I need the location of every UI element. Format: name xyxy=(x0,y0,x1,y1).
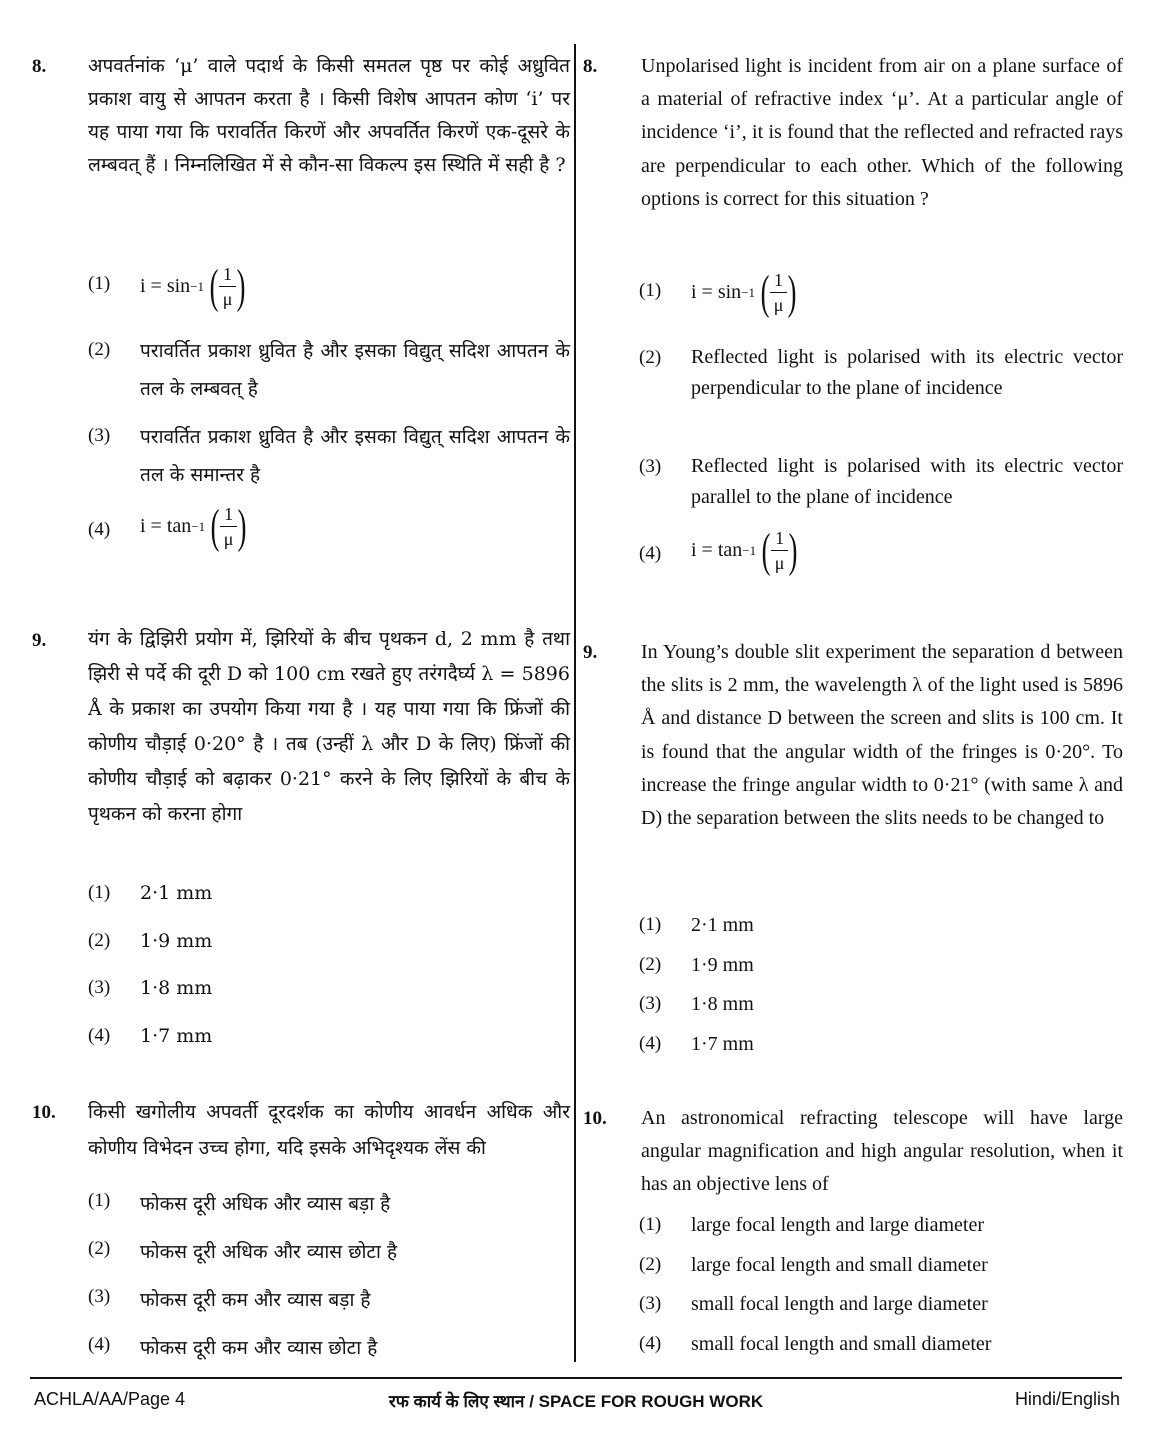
option-2 xyxy=(639,342,1123,438)
denominator: μ xyxy=(223,529,234,549)
option-label: (2) xyxy=(88,1238,111,1259)
left-paren: ( xyxy=(209,259,219,313)
language-label: Hindi/English xyxy=(1014,1389,1120,1409)
option-label: (1) xyxy=(88,882,111,903)
option-text: large focal length and large diameter xyxy=(691,1214,985,1236)
option-text: 2·1 mm xyxy=(140,882,213,904)
option-text: 2·1 mm xyxy=(691,914,754,936)
numerator: 1 xyxy=(770,268,787,293)
option-label: (4) xyxy=(88,1334,111,1355)
question-stem: Unpolarised light is incident from air on a plane surface of a material of refractive index ‘μ’. At a particular angle of incidence ‘i’, it is found that the reflected and refracted rays are perpendicular to each other. Which of the following options is correct for this situation ? xyxy=(641,55,1123,210)
option-text: 1·8 mm xyxy=(140,977,213,999)
option-label: (4) xyxy=(639,543,662,564)
rough-work-label: रफ कार्य के लिए स्थान / SPACE FOR ROUGH WORK xyxy=(388,1392,764,1411)
option-text: Reflected light is polarised with its electric vector perpendicular to the plane of incidence xyxy=(691,346,1123,399)
option-label: (2) xyxy=(639,1254,662,1275)
math-sup: −1 xyxy=(190,278,205,294)
option-text: 1·7 mm xyxy=(691,1033,754,1055)
question-number: 8. xyxy=(32,56,47,77)
math-lhs: i = sin xyxy=(691,281,742,303)
denominator: μ xyxy=(773,295,784,315)
question-number: 9. xyxy=(583,642,598,663)
numerator: 1 xyxy=(220,502,237,527)
option-label: (4) xyxy=(88,519,111,540)
option-label: (1) xyxy=(639,914,662,935)
option-label: (3) xyxy=(639,993,662,1014)
option-text: Reflected light is polarised with its electric vector parallel to the plane of incidence xyxy=(691,455,1123,508)
option-text: small focal length and large diameter xyxy=(691,1293,988,1315)
option-label: (2) xyxy=(639,954,662,975)
option-label: (4) xyxy=(639,1333,662,1354)
option-label: (2) xyxy=(88,930,111,951)
math-lhs: i = sin xyxy=(140,275,191,297)
option-label: (2) xyxy=(88,339,111,360)
column-divider xyxy=(574,44,576,1362)
option-math xyxy=(140,259,570,313)
option-text: 1·7 mm xyxy=(140,1025,213,1047)
math-sup: −1 xyxy=(741,284,756,300)
option-2 xyxy=(88,332,570,412)
question-number: 9. xyxy=(32,630,47,651)
option-text: 1·8 mm xyxy=(691,993,754,1015)
numerator: 1 xyxy=(771,526,788,551)
option-text: small focal length and small diameter xyxy=(691,1333,992,1355)
option-3 xyxy=(88,418,570,498)
numerator: 1 xyxy=(219,262,236,287)
option-math xyxy=(691,265,1123,319)
option-label: (2) xyxy=(639,347,662,368)
denominator: μ xyxy=(222,289,233,309)
option-label: (1) xyxy=(639,280,662,301)
math-sup: −1 xyxy=(191,518,206,534)
question-stem: किसी खगोलीय अपवर्ती दूरदर्शक का कोणीय आवर्धन अधिक और कोणीय विभेदन उच्च होगा, यदि इसके अभिदृश्यक लेंस की xyxy=(88,1101,570,1159)
option-label: (4) xyxy=(639,1033,662,1054)
fraction xyxy=(770,268,787,317)
option-text: फोकस दूरी अधिक और व्यास बड़ा है xyxy=(140,1193,391,1215)
option-text: 1·9 mm xyxy=(140,930,213,952)
fraction xyxy=(219,262,236,311)
question-stem: An astronomical refracting telescope will have large angular magnification and high angular resolution, when it has an objective lens of xyxy=(641,1107,1123,1196)
question-number: 8. xyxy=(583,56,598,77)
right-paren: ) xyxy=(788,523,798,577)
option-label: (4) xyxy=(88,1025,111,1046)
question-number: 10. xyxy=(32,1102,56,1123)
left-paren: ( xyxy=(760,265,770,319)
right-paren: ) xyxy=(787,265,797,319)
option-label: (1) xyxy=(88,1190,111,1211)
option-text: large focal length and small diameter xyxy=(691,1254,988,1276)
right-paren: ) xyxy=(237,499,247,553)
right-paren: ) xyxy=(236,259,246,313)
option-label: (3) xyxy=(639,456,662,477)
option-3 xyxy=(639,451,1123,515)
math-lhs: i = tan xyxy=(691,539,743,561)
option-label: (3) xyxy=(88,425,111,446)
option-text: 1·9 mm xyxy=(691,954,754,976)
option-math xyxy=(140,499,570,553)
question-stem: अपवर्तनांक ‘μ’ वाले पदार्थ के किसी समतल पृष्ठ पर कोई अध्रुवित प्रकाश वायु से आपतन करता है । किसी विशेष आपतन कोण ‘i’ पर यह पाया गया कि परावर्तित किरणें और अपवर्तित किरणें एक-दूसरे के लम्बवत् हैं । निम्नलिखित में से कौन-सा विकल्प इस स्थिति में सही है ? xyxy=(88,55,570,176)
question-stem: In Young’s double slit experiment the separation d between the slits is 2 mm, the wavelength λ of the light used is 5896 Å and distance D between the screen and slits is 100 cm. It is found that the angular width of the fringes is 0·20°. To increase the fringe angular width to 0·21° (with same λ and D) the separation between the slits needs to be changed to xyxy=(641,641,1123,830)
left-paren: ( xyxy=(761,523,771,577)
option-label: (3) xyxy=(88,977,111,998)
option-text: फोकस दूरी कम और व्यास बड़ा है xyxy=(140,1289,371,1311)
math-lhs: i = tan xyxy=(140,515,192,537)
option-text: फोकस दूरी अधिक और व्यास छोटा है xyxy=(140,1241,398,1263)
question-number: 10. xyxy=(583,1108,607,1129)
footer-rule xyxy=(30,1377,1122,1379)
option-text: परावर्तित प्रकाश ध्रुवित है और इसका विद्युत् सदिश आपतन के तल के लम्बवत् है xyxy=(140,340,570,400)
left-paren: ( xyxy=(210,499,220,553)
option-label: (3) xyxy=(88,1286,111,1307)
option-label: (1) xyxy=(88,273,111,294)
option-text: परावर्तित प्रकाश ध्रुवित है और इसका विद्युत् सदिश आपतन के तल के समान्तर है xyxy=(140,426,570,486)
option-text: फोकस दूरी कम और व्यास छोटा है xyxy=(140,1337,378,1359)
fraction xyxy=(771,526,788,575)
option-label: (1) xyxy=(639,1214,662,1235)
page-code: ACHLA/AA/Page 4 xyxy=(34,1389,186,1409)
math-sup: −1 xyxy=(742,542,757,558)
option-label: (3) xyxy=(639,1293,662,1314)
question-stem: यंग के द्विझिरी प्रयोग में, झिरियों के बीच पृथकन d, 2 mm है तथा झिरी से पर्दे की दूरी D को 100 cm रखते हुए तरंगदैर्घ्य λ = 5896 Å के प्रकाश का उपयोग किया गया है । यह पाया गया कि फ्रिंजों की कोणीय चौड़ाई 0·20° है । तब (उन्हीं λ और D के लिए) फ्रिंजों की कोणीय चौड़ाई को बढ़ाकर 0·21° करने के लिए झिरियों के बीच के पृथकन को करना होगा xyxy=(88,628,570,825)
denominator: μ xyxy=(774,553,785,573)
fraction xyxy=(220,502,237,551)
option-math xyxy=(691,523,1123,577)
